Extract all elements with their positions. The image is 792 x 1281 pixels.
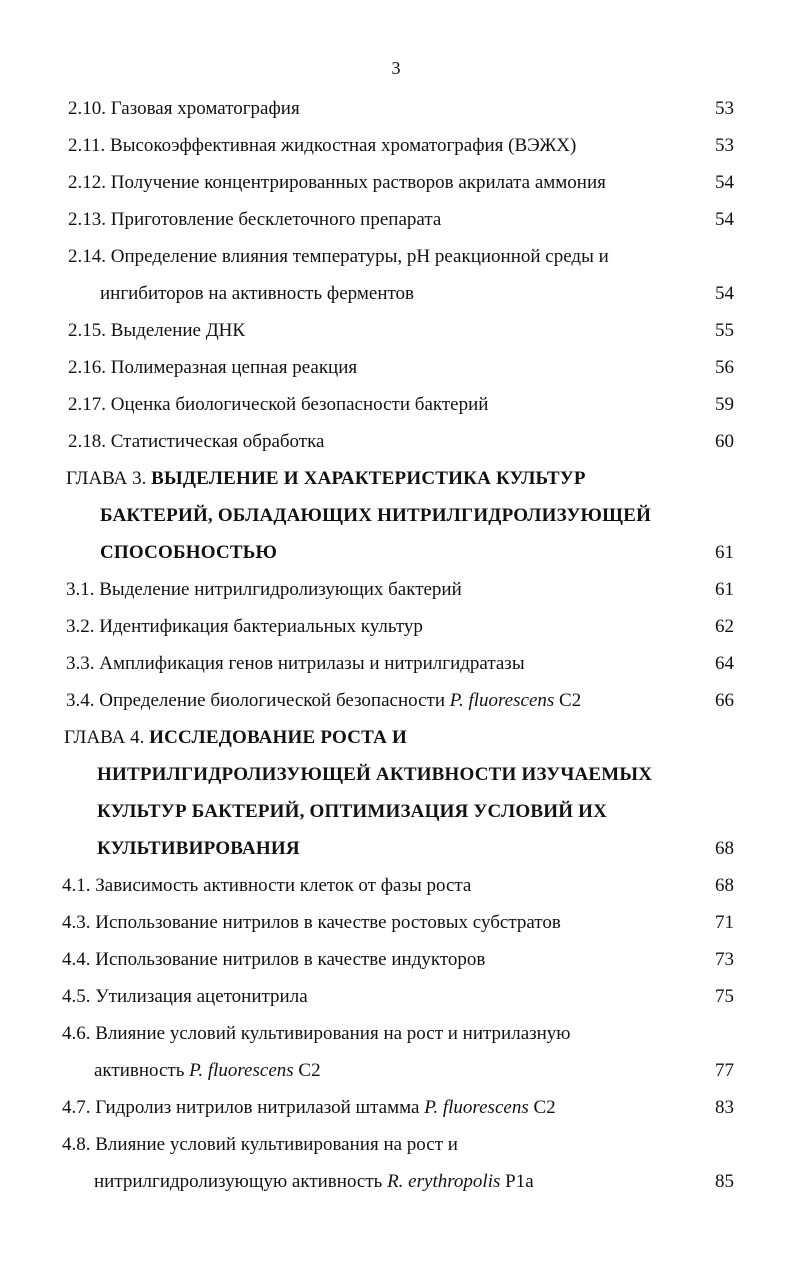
toc-entry-4-6 [62,1024,571,1043]
entry-number: 3.4. [66,690,95,711]
entry-page: 60 [715,431,734,452]
entry-title: Статистическая обработка [110,431,325,452]
entry-number: 4.8. [62,1134,91,1155]
entry-number: 2.15. [68,320,106,341]
entry-page: 77 [715,1060,734,1081]
toc-entry-2-11 [68,136,576,155]
entry-page: 62 [715,616,734,637]
toc-entry-2-16 [68,358,357,377]
species-name: P. fluorescens [449,690,555,711]
toc-entry-3-2 [66,617,423,636]
toc-entry-4-4 [62,950,485,969]
entry-number: 3.2. [66,616,95,637]
strain-name: C2 [533,1097,556,1118]
chapter-3-title-line2: БАКТЕРИЙ, ОБЛАДАЮЩИХ НИТРИЛГИДРОЛИЗУЮЩЕЙ [100,505,652,526]
toc-entry-2-13 [68,210,441,229]
toc-entry-2-10 [68,99,300,118]
entry-page: 54 [715,283,734,304]
entry-number: 4.3. [62,912,91,933]
toc-entry-4-7 [62,1098,556,1117]
entry-title: Выделение нитрилгидролизующих бактерий [99,579,462,600]
page-number: 3 [391,58,401,78]
entry-page: 53 [715,98,734,119]
entry-page: 64 [715,653,734,674]
toc-entry-2-14 [68,247,609,266]
entry-number: 4.5. [62,986,91,1007]
entry-page: 54 [715,209,734,230]
entry-title: Утилизация ацетонитрила [95,986,308,1007]
chapter-title: ВЫДЕЛЕНИЕ И ХАРАКТЕРИСТИКА КУЛЬТУР [151,468,586,489]
chapter-page: 68 [715,838,734,859]
toc-entry-2-12 [68,173,606,192]
entry-page: 66 [715,690,734,711]
entry-page: 83 [715,1097,734,1118]
entry-page: 54 [715,172,734,193]
toc-entry-3-1 [66,580,462,599]
entry-page: 59 [715,394,734,415]
species-name: P. fluorescens [424,1097,529,1118]
entry-title: Влияние условий культивирования на рост и [95,1134,458,1155]
entry-number: 2.10. [68,98,106,119]
entry-number: 4.7. [62,1097,91,1118]
entry-page: 75 [715,986,734,1007]
entry-number: 4.1. [62,875,91,896]
entry-title-cont: активность [94,1060,185,1081]
entry-number: 2.11. [68,135,106,156]
entry-title: Использование нитрилов в качестве индукторов [95,949,486,970]
entry-number: 2.18. [68,431,106,452]
chapter-4-heading [64,728,407,747]
entry-title: Влияние условий культивирования на рост и нитрилазную [95,1023,571,1044]
entry-number: 2.17. [68,394,106,415]
entry-number: 4.4. [62,949,91,970]
entry-title: Газовая хроматография [110,98,300,119]
toc-entry-4-5 [62,987,308,1006]
toc-entry-4-3 [62,913,561,932]
entry-page: 61 [715,579,734,600]
entry-number: 2.12. [68,172,106,193]
entry-title: Выделение ДНК [110,320,246,341]
entry-title: Определение биологической безопасности [99,690,446,711]
species-name: R. erythropolis [387,1171,501,1192]
chapter-4-title-line2: НИТРИЛГИДРОЛИЗУЮЩЕЙ АКТИВНОСТИ ИЗУЧАЕМЫХ [97,764,653,785]
entry-page: 68 [715,875,734,896]
entry-title: Зависимость активности клеток от фазы роста [95,875,472,896]
toc-entry-2-18 [68,432,324,451]
entry-page: 53 [715,135,734,156]
toc-entry-4-6-cont [94,1061,321,1080]
toc-entry-3-3 [66,654,525,673]
chapter-4-title-line3: КУЛЬТУР БАКТЕРИЙ, ОПТИМИЗАЦИЯ УСЛОВИЙ ИХ [97,801,608,822]
toc-entry-4-8 [62,1135,458,1154]
species-name: P. fluorescens [189,1060,294,1081]
entry-title: Определение влияния температуры, pH реакционной среды и [110,246,609,267]
entry-title: Амплификация генов нитрилазы и нитрилгидратазы [99,653,525,674]
entry-number: 2.13. [68,209,106,230]
chapter-title: ИССЛЕДОВАНИЕ РОСТА И [149,727,407,748]
chapter-3-heading [66,469,586,488]
toc-entry-2-17 [68,395,488,414]
toc-entry-2-14-cont [100,284,414,303]
entry-title: Приготовление бесклеточного препарата [110,209,442,230]
toc-entry-4-8-cont [94,1172,534,1191]
entry-title: Оценка биологической безопасности бактерий [110,394,489,415]
toc-entry-4-1 [62,876,471,895]
entry-number: 2.14. [68,246,106,267]
entry-number: 3.1. [66,579,95,600]
entry-page: 73 [715,949,734,970]
entry-title: Получение концентрированных растворов акрилата аммония [110,172,606,193]
entry-page: 71 [715,912,734,933]
entry-title: Использование нитрилов в качестве ростовых субстратов [95,912,561,933]
toc-entry-2-15 [68,321,245,340]
entry-title: Высокоэффективная жидкостная хроматография (ВЭЖХ) [110,135,577,156]
entry-title: Полимеразная цепная реакция [110,357,358,378]
entry-number: 3.3. [66,653,95,674]
strain-name: C2 [559,690,582,711]
entry-page: 85 [715,1171,734,1192]
chapter-3-title-line3: СПОСОБНОСТЬЮ [100,542,278,563]
chapter-4-title-line4: КУЛЬТИВИРОВАНИЯ [97,838,300,859]
strain-name: C2 [298,1060,321,1081]
entry-title-cont: ингибиторов на активность ферментов [100,283,415,304]
entry-page: 56 [715,357,734,378]
chapter-page: 61 [715,542,734,563]
chapter-label: ГЛАВА 3. [66,468,147,489]
toc-entry-3-4 [66,691,581,710]
entry-page: 55 [715,320,734,341]
entry-title-cont: нитрилгидролизующую активность [94,1171,383,1192]
chapter-label: ГЛАВА 4. [64,727,145,748]
entry-number: 4.6. [62,1023,91,1044]
entry-title: Идентификация бактериальных культур [99,616,423,637]
strain-name: P1a [505,1171,534,1192]
entry-title: Гидролиз нитрилов нитрилазой штамма [95,1097,420,1118]
entry-number: 2.16. [68,357,106,378]
